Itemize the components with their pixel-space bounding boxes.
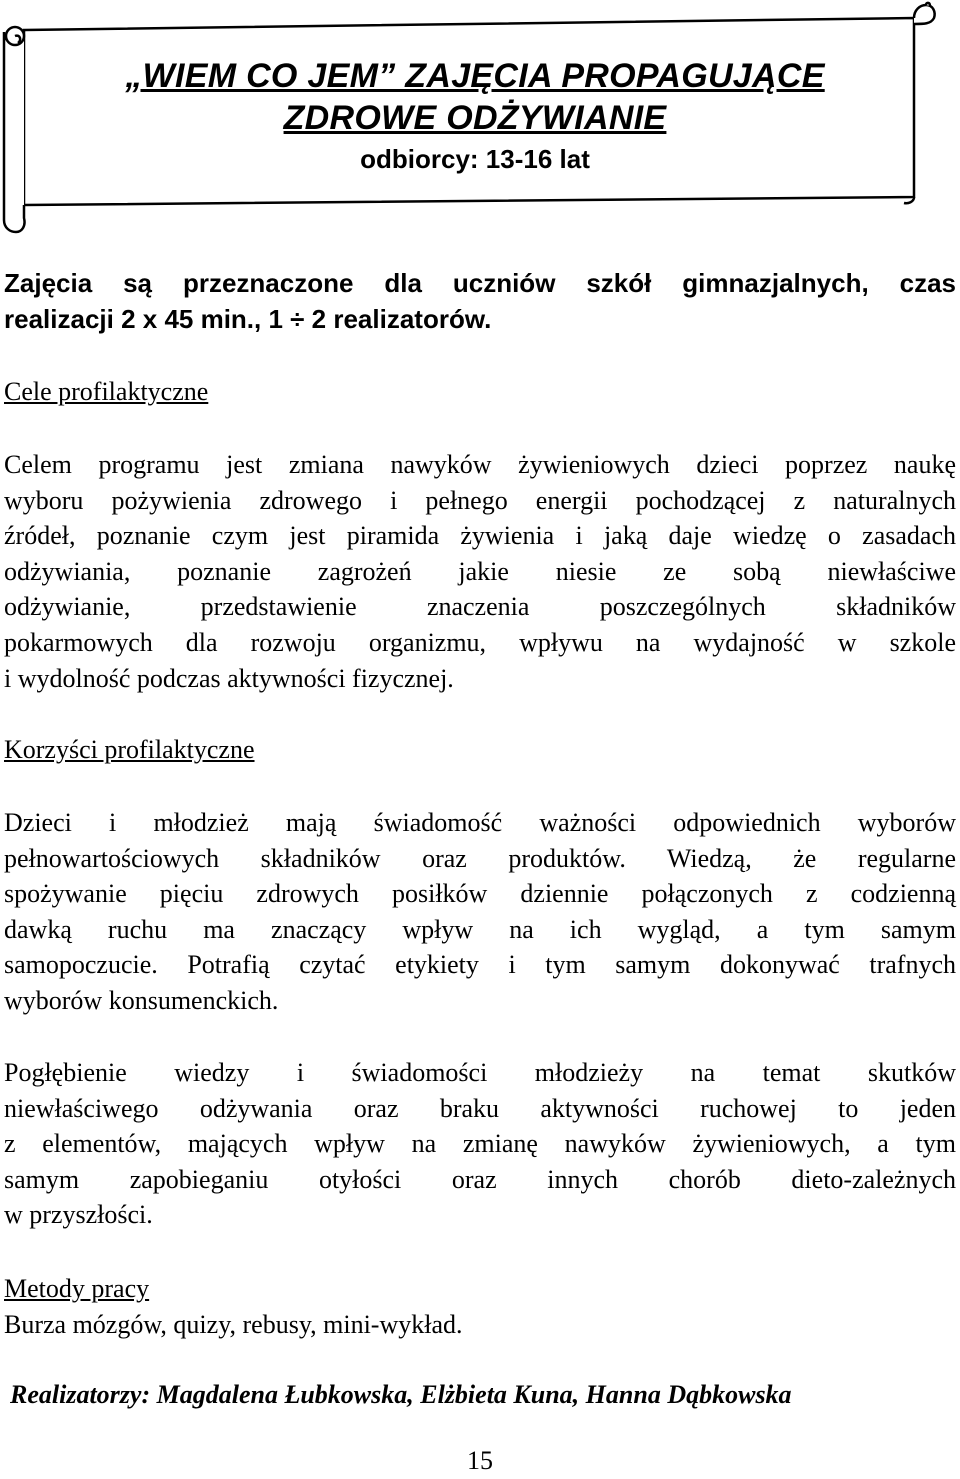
poglebienie-line: niewłaściwego odżywania oraz braku aktywności ruchowej to jeden	[4, 1093, 956, 1123]
poglebienie-line: samym zapobieganiu otyłości oraz innych chorób dieto-zależnych	[4, 1164, 956, 1194]
cele-line: i wydolność podczas aktywności fizycznej.	[4, 663, 454, 693]
korzysci-heading: Korzyści profilaktyczne	[4, 735, 255, 764]
intro-line: Zajęcia są przeznaczone dla uczniów szkół gimnazjalnych, czas	[4, 268, 956, 298]
cele-line: źródeł, poznanie czym jest piramida żywienia i jaką daje wiedzę o zasadach	[4, 521, 956, 551]
cele-line: Celem programu jest zmiana nawyków żywieniowych dzieci poprzez naukę	[4, 450, 956, 479]
korzysci-paragraph	[4, 805, 956, 1019]
poglebienie-paragraph	[4, 1055, 956, 1233]
korzysci-line: spożywanie pięciu zdrowych posiłków dziennie połączonych z codzienną	[4, 879, 956, 909]
banner-title-line2: ZDROWE ODŻYWIANIE	[283, 99, 667, 137]
korzysci-line: dawką ruchu ma znaczący wpływ na ich wygląd, a tym samym	[4, 914, 956, 944]
banner-title-line1: „WIEM CO JEM” ZAJĘCIA PROPAGUJĄCE	[125, 57, 825, 95]
cele-paragraph	[4, 447, 956, 696]
korzysci-line: samopoczucie. Potrafią czytać etykiety i tym samym dokonywać trafnych	[4, 950, 956, 980]
banner-subtitle: odbiorcy: 13-16 lat	[360, 144, 590, 174]
poglebienie-line: Pogłębienie wiedzy i świadomości młodzieży na temat skutków	[4, 1058, 956, 1087]
korzysci-line: pełnowartościowych składników oraz produktów. Wiedzą, że regularne	[4, 843, 956, 873]
intro-paragraph	[4, 265, 956, 337]
cele-line: pokarmowych dla rozwoju organizmu, wpływu na wydajność w szkole	[4, 627, 956, 657]
title-scroll-banner	[0, 0, 960, 240]
page-number: 15	[467, 1446, 493, 1475]
cele-line: odżywianie, przedstawienie znaczenia poszczególnych składników	[4, 592, 956, 622]
intro-line: realizacji 2 x 45 min., 1 ÷ 2 realizatorów.	[4, 304, 492, 334]
poglebienie-line: z elementów, mających wpływ na zmianę nawyków żywieniowych, a tym	[4, 1129, 956, 1159]
realizatorzy-line: Realizatorzy: Magdalena Łubkowska, Elżbieta Kuna, Hanna Dąbkowska	[10, 1380, 792, 1409]
korzysci-line: wyborów konsumenckich.	[4, 985, 279, 1015]
cele-heading: Cele profilaktyczne	[4, 377, 209, 406]
cele-line: wyboru pożywienia zdrowego i pełnego energii pochodzącej z naturalnych	[4, 485, 956, 515]
metody-text: Burza mózgów, quizy, rebusy, mini-wykład.	[4, 1310, 463, 1339]
poglebienie-line: w przyszłości.	[4, 1200, 153, 1230]
korzysci-line: Dzieci i młodzież mają świadomość ważności odpowiednich wyborów	[4, 808, 956, 837]
cele-line: odżywiania, poznanie zagrożeń jakie niesie ze sobą niewłaściwe	[4, 556, 956, 586]
metody-heading: Metody pracy	[4, 1274, 150, 1303]
